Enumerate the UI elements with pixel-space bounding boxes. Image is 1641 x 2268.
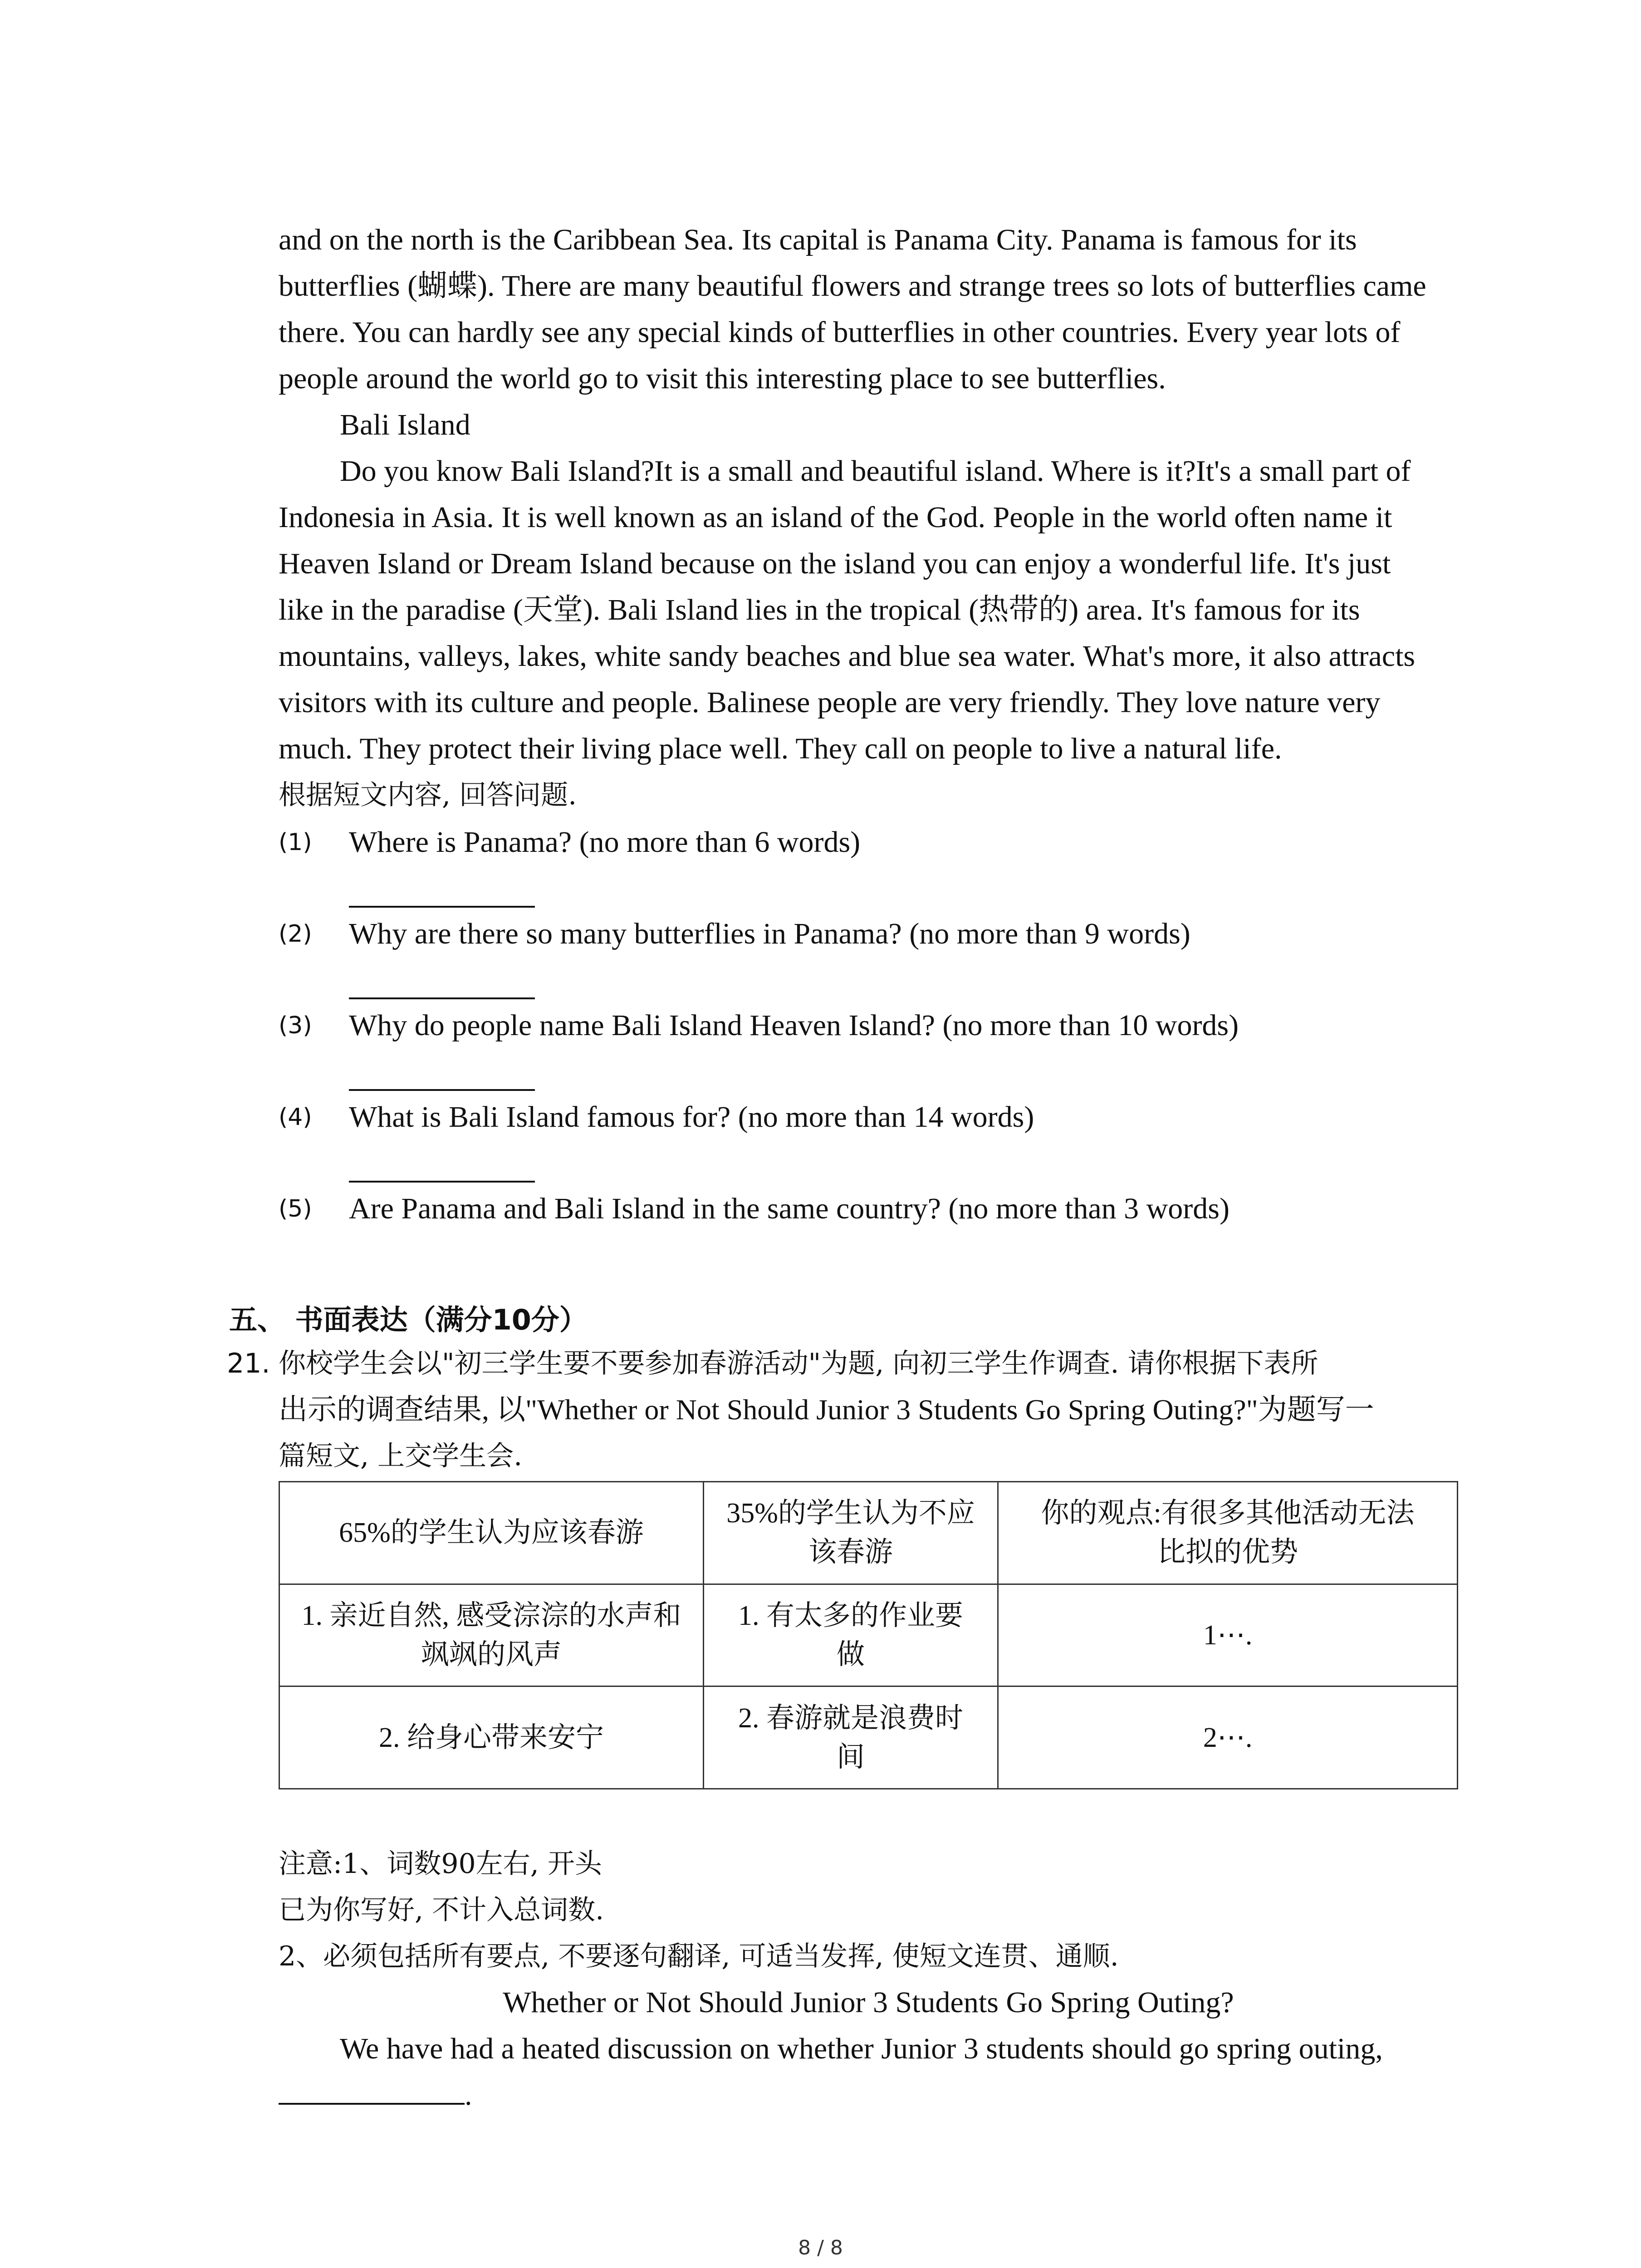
reading-instruction: 根据短文内容, 回答问题. [279, 779, 577, 811]
passage-line: mountains, valleys, lakes, white sandy beaches and blue sea water. What's more, it also attracts [279, 640, 1416, 673]
bali-title: Bali Island [340, 408, 470, 441]
table-row [279, 1686, 1458, 1789]
cell-line: 65%的学生认为应该春游 [339, 1517, 644, 1549]
panama-paragraph [279, 217, 1458, 818]
cell-line: 1⋯. [1203, 1619, 1253, 1651]
question-number: (5) [279, 1195, 312, 1222]
table-header-row [279, 1482, 1458, 1584]
table-cell [998, 1584, 1458, 1686]
question-text: Are Panama and Bali Island in the same country? (no more than 3 words) [349, 1192, 1230, 1225]
essay-title: Whether or Not Should Junior 3 Students Go Spring Outing? [503, 1986, 1234, 2019]
question-text: Why are there so many butterflies in Panama? (no more than 9 words) [349, 917, 1190, 950]
passage-line: people around the world go to visit this interesting place to see butterflies. [279, 362, 1166, 395]
page-number: 8 / 8 [798, 2236, 843, 2259]
essay-continuation [279, 2072, 1458, 2118]
table-cell [998, 1482, 1458, 1584]
passage-line: visitors with its culture and people. Balinese people are very friendly. They love nature very [279, 686, 1381, 719]
essay-opening: We have had a heated discussion on whether Junior 3 students should go spring outing, [340, 2032, 1383, 2065]
cell-line: 2. 给身心带来安宁 [378, 1722, 604, 1753]
writing-notes [279, 1841, 1458, 2118]
cell-line: 2. 春游就是浪费时 [738, 1702, 964, 1734]
note-line: 注意:1、词数90左右, 开头 [279, 1848, 602, 1880]
writing-prompt [279, 1340, 1458, 1479]
table-cell [279, 1584, 704, 1686]
cell-line: 1. 有太多的作业要 [738, 1600, 964, 1631]
answer-blank-1[interactable] [349, 906, 535, 908]
passage-line: butterflies (蝴蝶). There are many beautiful flowers and strange trees so lots of butterflies came [279, 269, 1426, 303]
cell-line: 1. 亲近自然, 感受淙淙的水声和 [301, 1600, 681, 1631]
table-cell [998, 1686, 1458, 1789]
cell-line: 35%的学生认为不应 [726, 1498, 975, 1529]
cell-line: 该春游 [808, 1537, 893, 1568]
passage-line: like in the paradise (天堂). Bali Island lies in the tropical (热带的) area. It's famous for its [279, 593, 1360, 626]
question-number: (1) [279, 829, 312, 856]
answer-blank-4[interactable] [349, 1181, 535, 1183]
question-number-21: 21. [227, 1348, 270, 1379]
prompt-line: 出示的调查结果, 以"Whether or Not Should Junior 3 Students Go Spring Outing?"为题写一 [279, 1393, 1374, 1426]
table-cell [279, 1482, 704, 1584]
cell-line: 你的观点:有很多其他活动无法 [1041, 1498, 1415, 1529]
table-cell [279, 1686, 704, 1789]
cell-line: 间 [837, 1741, 865, 1773]
question-number: (3) [279, 1012, 312, 1039]
question-text: What is Bali Island famous for? (no more than 14 words) [349, 1100, 1034, 1134]
cell-line: 比拟的优势 [1157, 1537, 1298, 1568]
passage-line: there. You can hardly see any special kinds of butterflies in other countries. Every year lots of [279, 316, 1401, 349]
question-text: Where is Panama? (no more than 6 words) [349, 826, 861, 859]
table-cell [703, 1584, 998, 1686]
question-number: (2) [279, 920, 312, 948]
answer-blank-3[interactable] [349, 1089, 535, 1091]
passage-line: Heaven Island or Dream Island because on the island you can enjoy a wonderful life. It's just [279, 547, 1391, 580]
passage-line: much. They protect their living place well. They call on people to live a natural life. [279, 732, 1282, 765]
question-number: (4) [279, 1104, 312, 1131]
question-text: Why do people name Bali Island Heaven Island? (no more than 10 words) [349, 1009, 1239, 1042]
note-line: 已为你写好, 不计入总词数. [279, 1894, 604, 1926]
passage-line: and on the north is the Caribbean Sea. Its capital is Panama City. Panama is famous for its [279, 223, 1357, 256]
passage-line: Do you know Bali Island?It is a small and beautiful island. Where is it?It's a small part of [340, 455, 1411, 488]
answer-blank-2[interactable] [349, 997, 535, 999]
table-cell [703, 1686, 998, 1789]
essay-end-period: . [465, 2078, 472, 2112]
cell-line: 飒飒的风声 [421, 1639, 562, 1670]
table-cell [703, 1482, 998, 1584]
prompt-line: 你校学生会以"初三学生要不要参加春游活动"为题, 向初三学生作调查. 请你根据下表所 [279, 1348, 1318, 1379]
cell-line: 2⋯. [1203, 1722, 1253, 1753]
essay-blank[interactable] [279, 2076, 465, 2105]
passage-line: Indonesia in Asia. It is well known as an island of the God. People in the world often name it [279, 501, 1392, 534]
table-row [279, 1584, 1458, 1686]
survey-table [279, 1481, 1458, 1789]
note-line: 2、必须包括所有要点, 不要逐句翻译, 可适当发挥, 使短文连贯、通顺. [279, 1941, 1119, 1972]
section-heading: 五、 书面表达（满分10分） [229, 1303, 588, 1336]
prompt-line: 篇短文, 上交学生会. [279, 1440, 523, 1472]
cell-line: 做 [837, 1639, 865, 1670]
